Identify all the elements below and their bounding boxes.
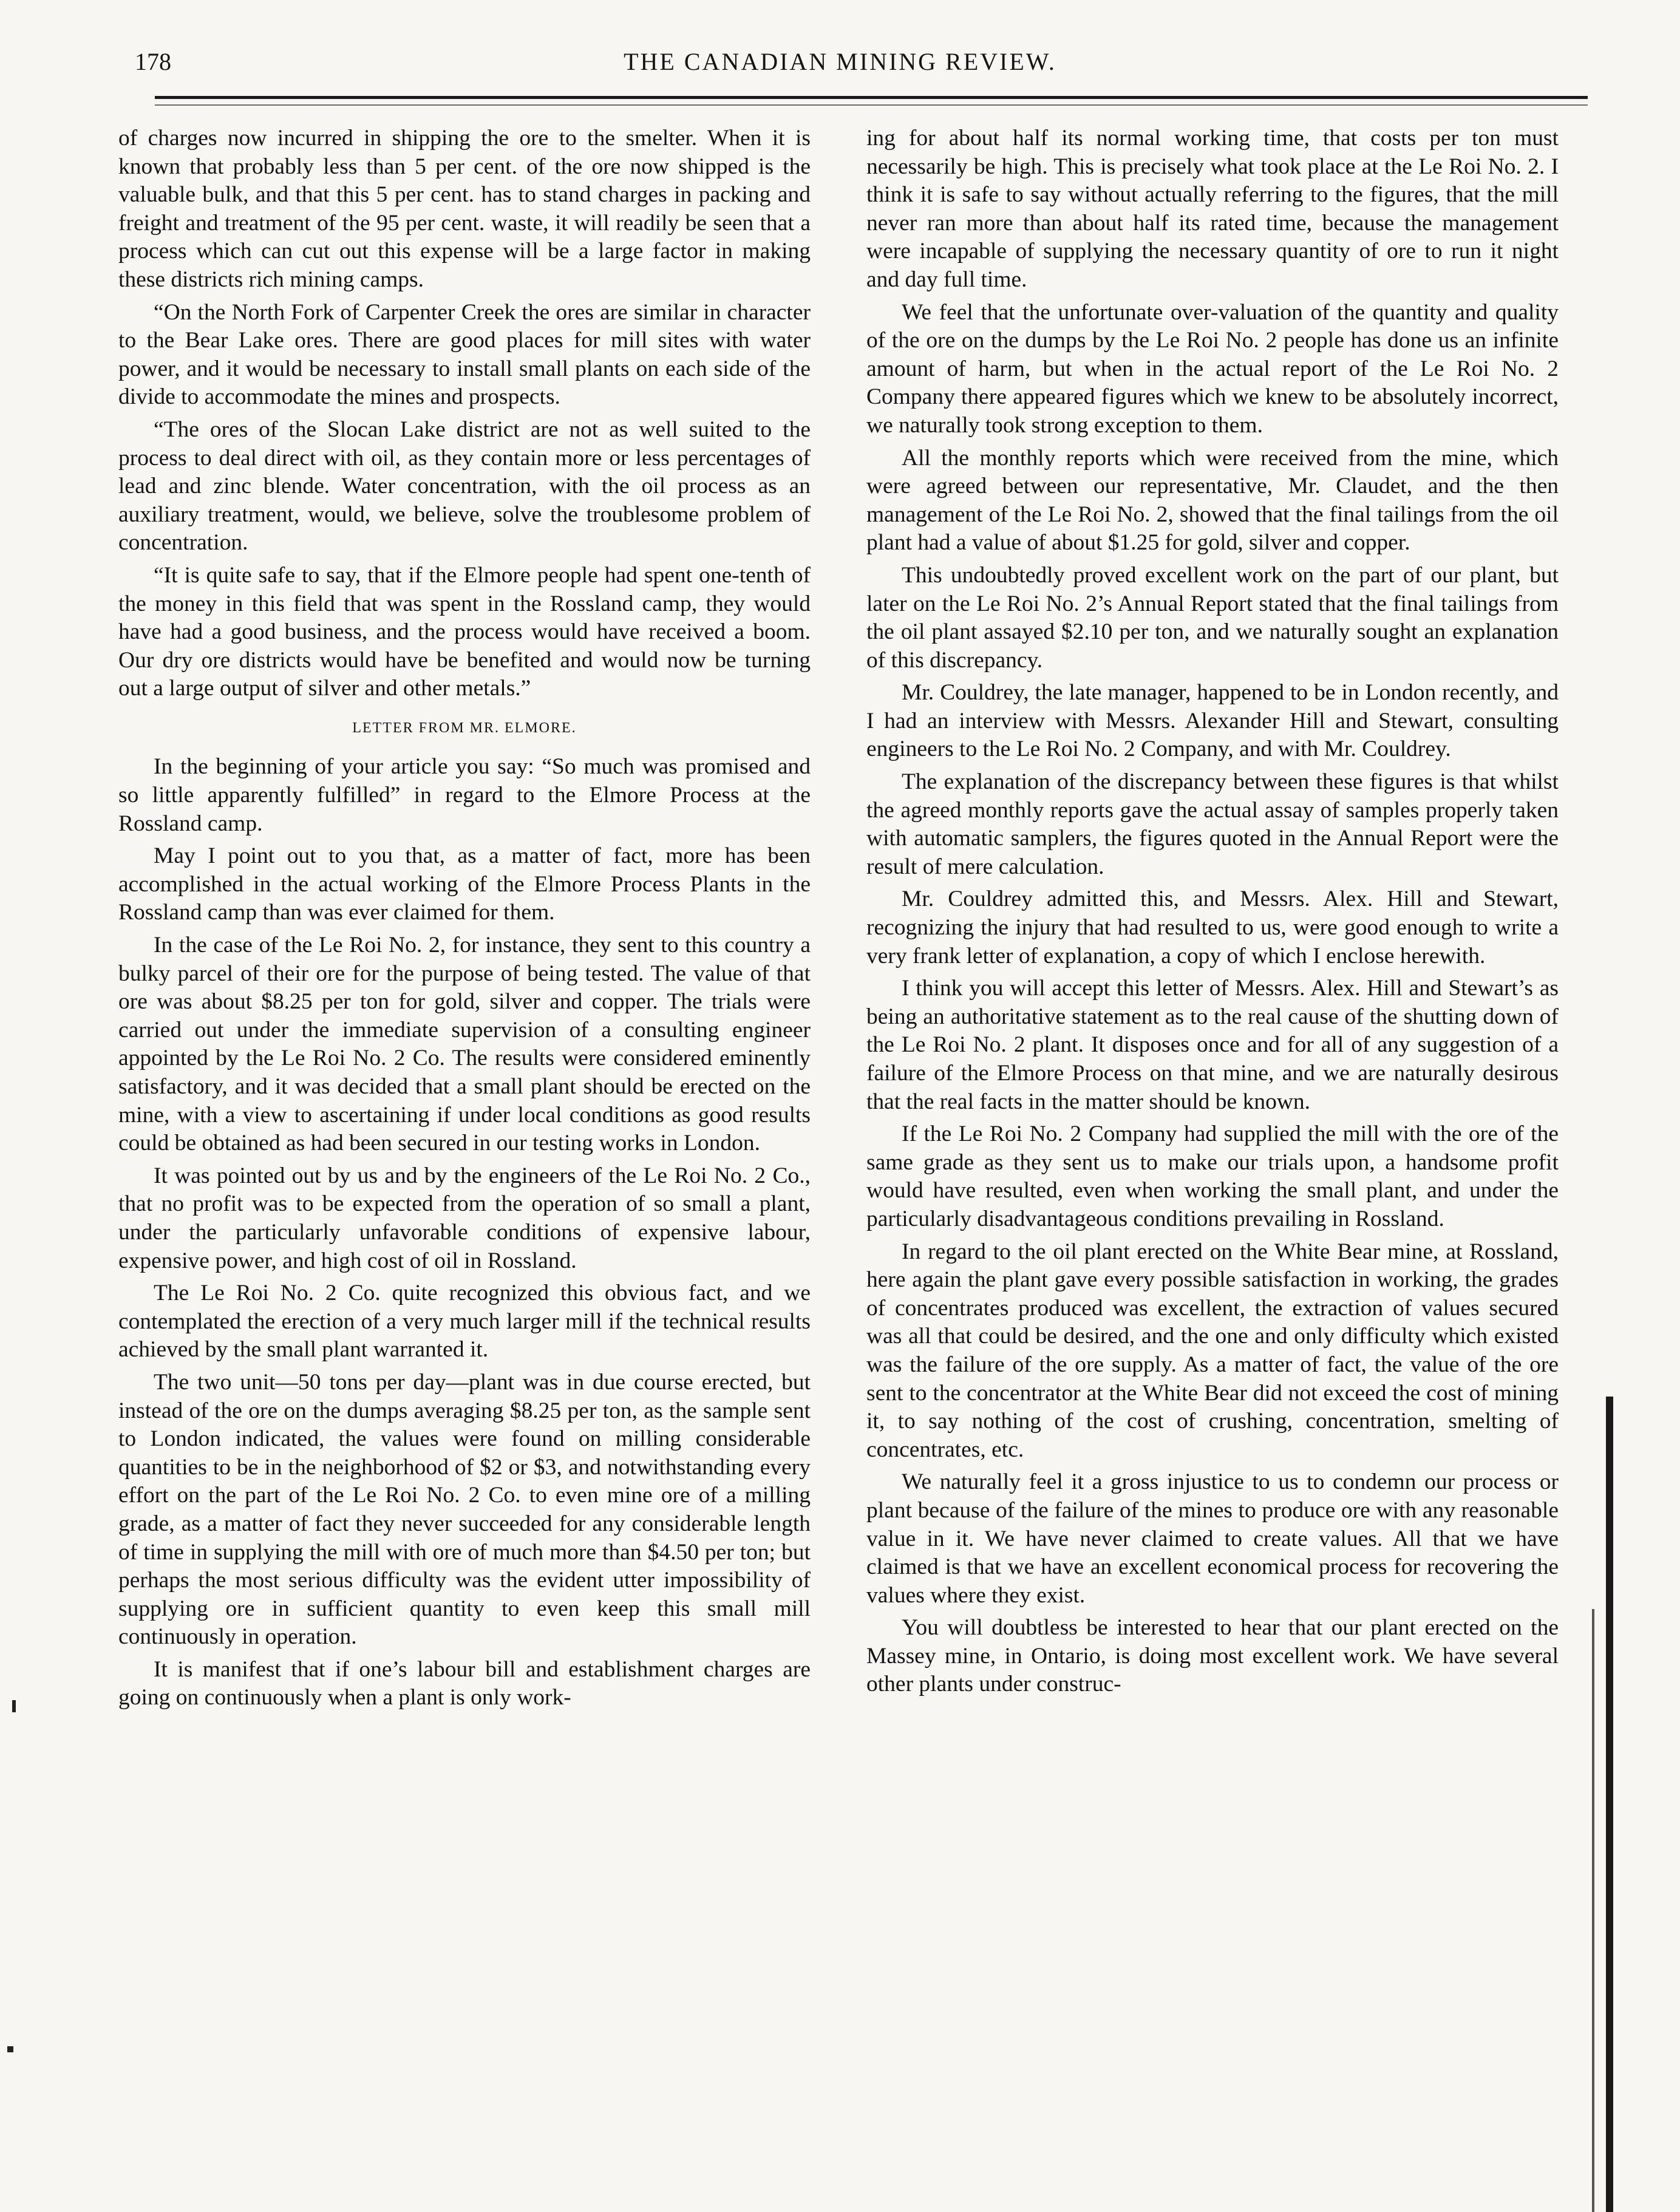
right-column: [866, 124, 1559, 1703]
running-title: THE CANADIAN MINING REVIEW.: [624, 48, 1056, 75]
paragraph: It is manifest that if one’s labour bill and establishment charges are going on continuously when a plant is only work-: [118, 1656, 811, 1710]
left-column: [118, 124, 811, 1717]
header-rule: [155, 96, 1588, 99]
paragraph: “The ores of the Slocan Lake district are not as well suited to the process to deal direct with oil, as they contain more or less percentages of lead and zinc blende. Water concentration, with the oil process as an auxiliary treatment, would, we believe, solve the troublesome problem of concentration.: [118, 417, 811, 556]
section-subheading: LETTER FROM MR. ELMORE.: [352, 720, 577, 736]
header-rule-thin: [155, 104, 1588, 106]
paragraph: Mr. Couldrey, the late manager, happened to be in London recently, and I had an interview with Messrs. Alexander Hill and Stewart, consulting engineers to the Le Roi No. 2 Company, and with Mr. Couldrey.: [866, 680, 1559, 762]
paragraph: In the beginning of your article you say: “So much was promised and so little apparently fulfilled” in regard to the Elmore Process at the Rossland camp.: [118, 754, 811, 836]
paragraph: We feel that the unfortunate over-valuation of the quantity and quality of the ore on the dumps by the Le Roi No. 2 people has done us an infinite amount of harm, but when in the actual report of the Le Roi No. 2 Company there appeared figures which we knew to be absolutely incorrect, we naturally took strong exception to them.: [866, 299, 1559, 438]
paragraph: I think you will accept this letter of Messrs. Alex. Hill and Stewart’s as being an authoritative statement as to the real cause of the shutting down of the Le Roi No. 2 plant. It disposes once and for all of any suggestion of a failure of the Elmore Process on that mine, and we are naturally desirous that the real facts in the matter should be known.: [866, 976, 1559, 1114]
paragraph: All the monthly reports which were received from the mine, which were agreed between our representative, Mr. Claudet, and the then management of the Le Roi No. 2, showed that the final tailings from the oil plant had a value of about $1.25 for gold, silver and copper.: [866, 445, 1559, 556]
paragraph: The two unit—50 tons per day—plant was in due course erected, but instead of the ore on the dumps averaging $8.25 per ton, as the sample sent to London indicated, the values were found on milling considerable quantities to be in the neighborhood of $2 or $3, and notwithstanding every effort on the part of the Le Roi No. 2 Co. to even mine ore of a milling grade, as a matter of fact they never succeeded for any considerable length of time in supplying the mill with ore of much more than $4.50 per ton; but perhaps the most serious difficulty was the evident utter impossibility of supplying ore in sufficient quantity to even keep this small mill continuously in operation.: [118, 1369, 811, 1650]
paragraph: The explanation of the discrepancy between these figures is that whilst the agreed monthly reports gave the actual assay of samples properly taken with automatic samplers, the figures quoted in the Annual Report were the result of mere calculation.: [866, 769, 1559, 879]
paragraph: ing for about half its normal working time, that costs per ton must necessarily be high. This is precisely what took place at the Le Roi No. 2. I think it is safe to say without actually referring to the figures, that the mill never ran more than about half its rated time, because the management were incapable of supplying the necessary quantity of ore to run it night and day full time.: [866, 126, 1559, 292]
paragraph: The Le Roi No. 2 Co. quite recognized this obvious fact, and we contemplated the erection of a very much larger mill if the technical results achieved by the small plant warranted it.: [118, 1281, 811, 1363]
paragraph: “On the North Fork of Carpenter Creek the ores are similar in character to the Bear Lake ores. There are good places for mill sites with water power, and it would be necessary to install small plants on each side of the divide to accommodate the mines and prospects.: [118, 299, 811, 410]
paragraph: In regard to the oil plant erected on the White Bear mine, at Rossland, here again the plant gave every possible satisfaction in working, the grades of concentrates produced was excellent, the extraction of values secured was all that could be desired, and the one and only difficulty which existed was the failure of the ore supply. As a matter of fact, the value of the ore sent to the concentrator at the White Bear did not exceed the cost of mining it, to say nothing of the cost of crushing, concentration, smelting of concentrates, etc.: [866, 1239, 1559, 1462]
paragraph: You will doubtless be interested to hear that our plant erected on the Massey mine, in Ontario, is doing most excellent work. We have several other plants under construc-: [866, 1615, 1559, 1697]
paragraph: “It is quite safe to say, that if the Elmore people had spent one-tenth of the money in this field that was spent in the Rossland camp, they would have had a good business, and the process would have received a boom. Our dry ore districts would have be benefited and would now be turning out a large output of silver and other metals.”: [118, 562, 811, 701]
scan-margin-mark: [12, 1700, 16, 1712]
paragraph: It was pointed out by us and by the engineers of the Le Roi No. 2 Co., that no profit was to be expected from the operation of so small a plant, under the particularly unfavorable conditions of expensive labour, expensive power, and high cost of oil in Rossland.: [118, 1163, 811, 1273]
paragraph: This undoubtedly proved excellent work on the part of our plant, but later on the Le Roi No. 2’s Annual Report stated that the final tailings from the oil plant assayed $2.10 per ton, and we naturally sought an explanation of this discrepancy.: [866, 562, 1559, 673]
scan-edge-line: [1592, 1609, 1594, 2212]
paragraph: of charges now incurred in shipping the ore to the smelter. When it is known that probably less than 5 per cent. of the ore now shipped is the valuable bulk, and that this 5 per cent. has to stand charges in packing and freight and treatment of the 95 per cent. waste, it will readily be seen that a process which can cut out this expense will be a large factor in making these districts rich mining camps.: [118, 126, 811, 292]
page-number: 178: [135, 48, 171, 75]
scan-margin-dot: [7, 2046, 13, 2052]
paragraph: In the case of the Le Roi No. 2, for instance, they sent to this country a bulky parcel of their ore for the purpose of being tested. The value of that ore was about $8.25 per ton for gold, silver and copper. The trials were carried out under the immediate supervision of a consulting engineer appointed by the Le Roi No. 2 Co. The results were considered eminently satisfactory, and it was decided that a small plant should be erected on the mine, with a view to ascertaining if under local conditions as good results could be obtained as had been secured in our testing works in London.: [118, 933, 811, 1156]
paragraph: We naturally feel it a gross injustice to us to condemn our process or plant because of the failure of the mines to produce ore with any reasonable value in it. We have never claimed to create values. All that we have claimed is that we have an excellent economical process for recovering the values where they exist.: [866, 1469, 1559, 1608]
paragraph: Mr. Couldrey admitted this, and Messrs. Alex. Hill and Stewart, recognizing the injury that had resulted to us, were good enough to write a very frank letter of explanation, a copy of which I enclose herewith.: [866, 887, 1559, 968]
paragraph: If the Le Roi No. 2 Company had supplied the mill with the ore of the same grade as they sent us to make our trials upon, a handsome profit would have resulted, even when working the small plant, and under the particularly disadvantageous conditions prevailing in Rossland.: [866, 1121, 1559, 1231]
scan-edge-bar: [1606, 1397, 1613, 2212]
paragraph: May I point out to you that, as a matter of fact, more has been accomplished in the actual working of the Elmore Process Plants in the Rossland camp than was ever claimed for them.: [118, 843, 811, 925]
